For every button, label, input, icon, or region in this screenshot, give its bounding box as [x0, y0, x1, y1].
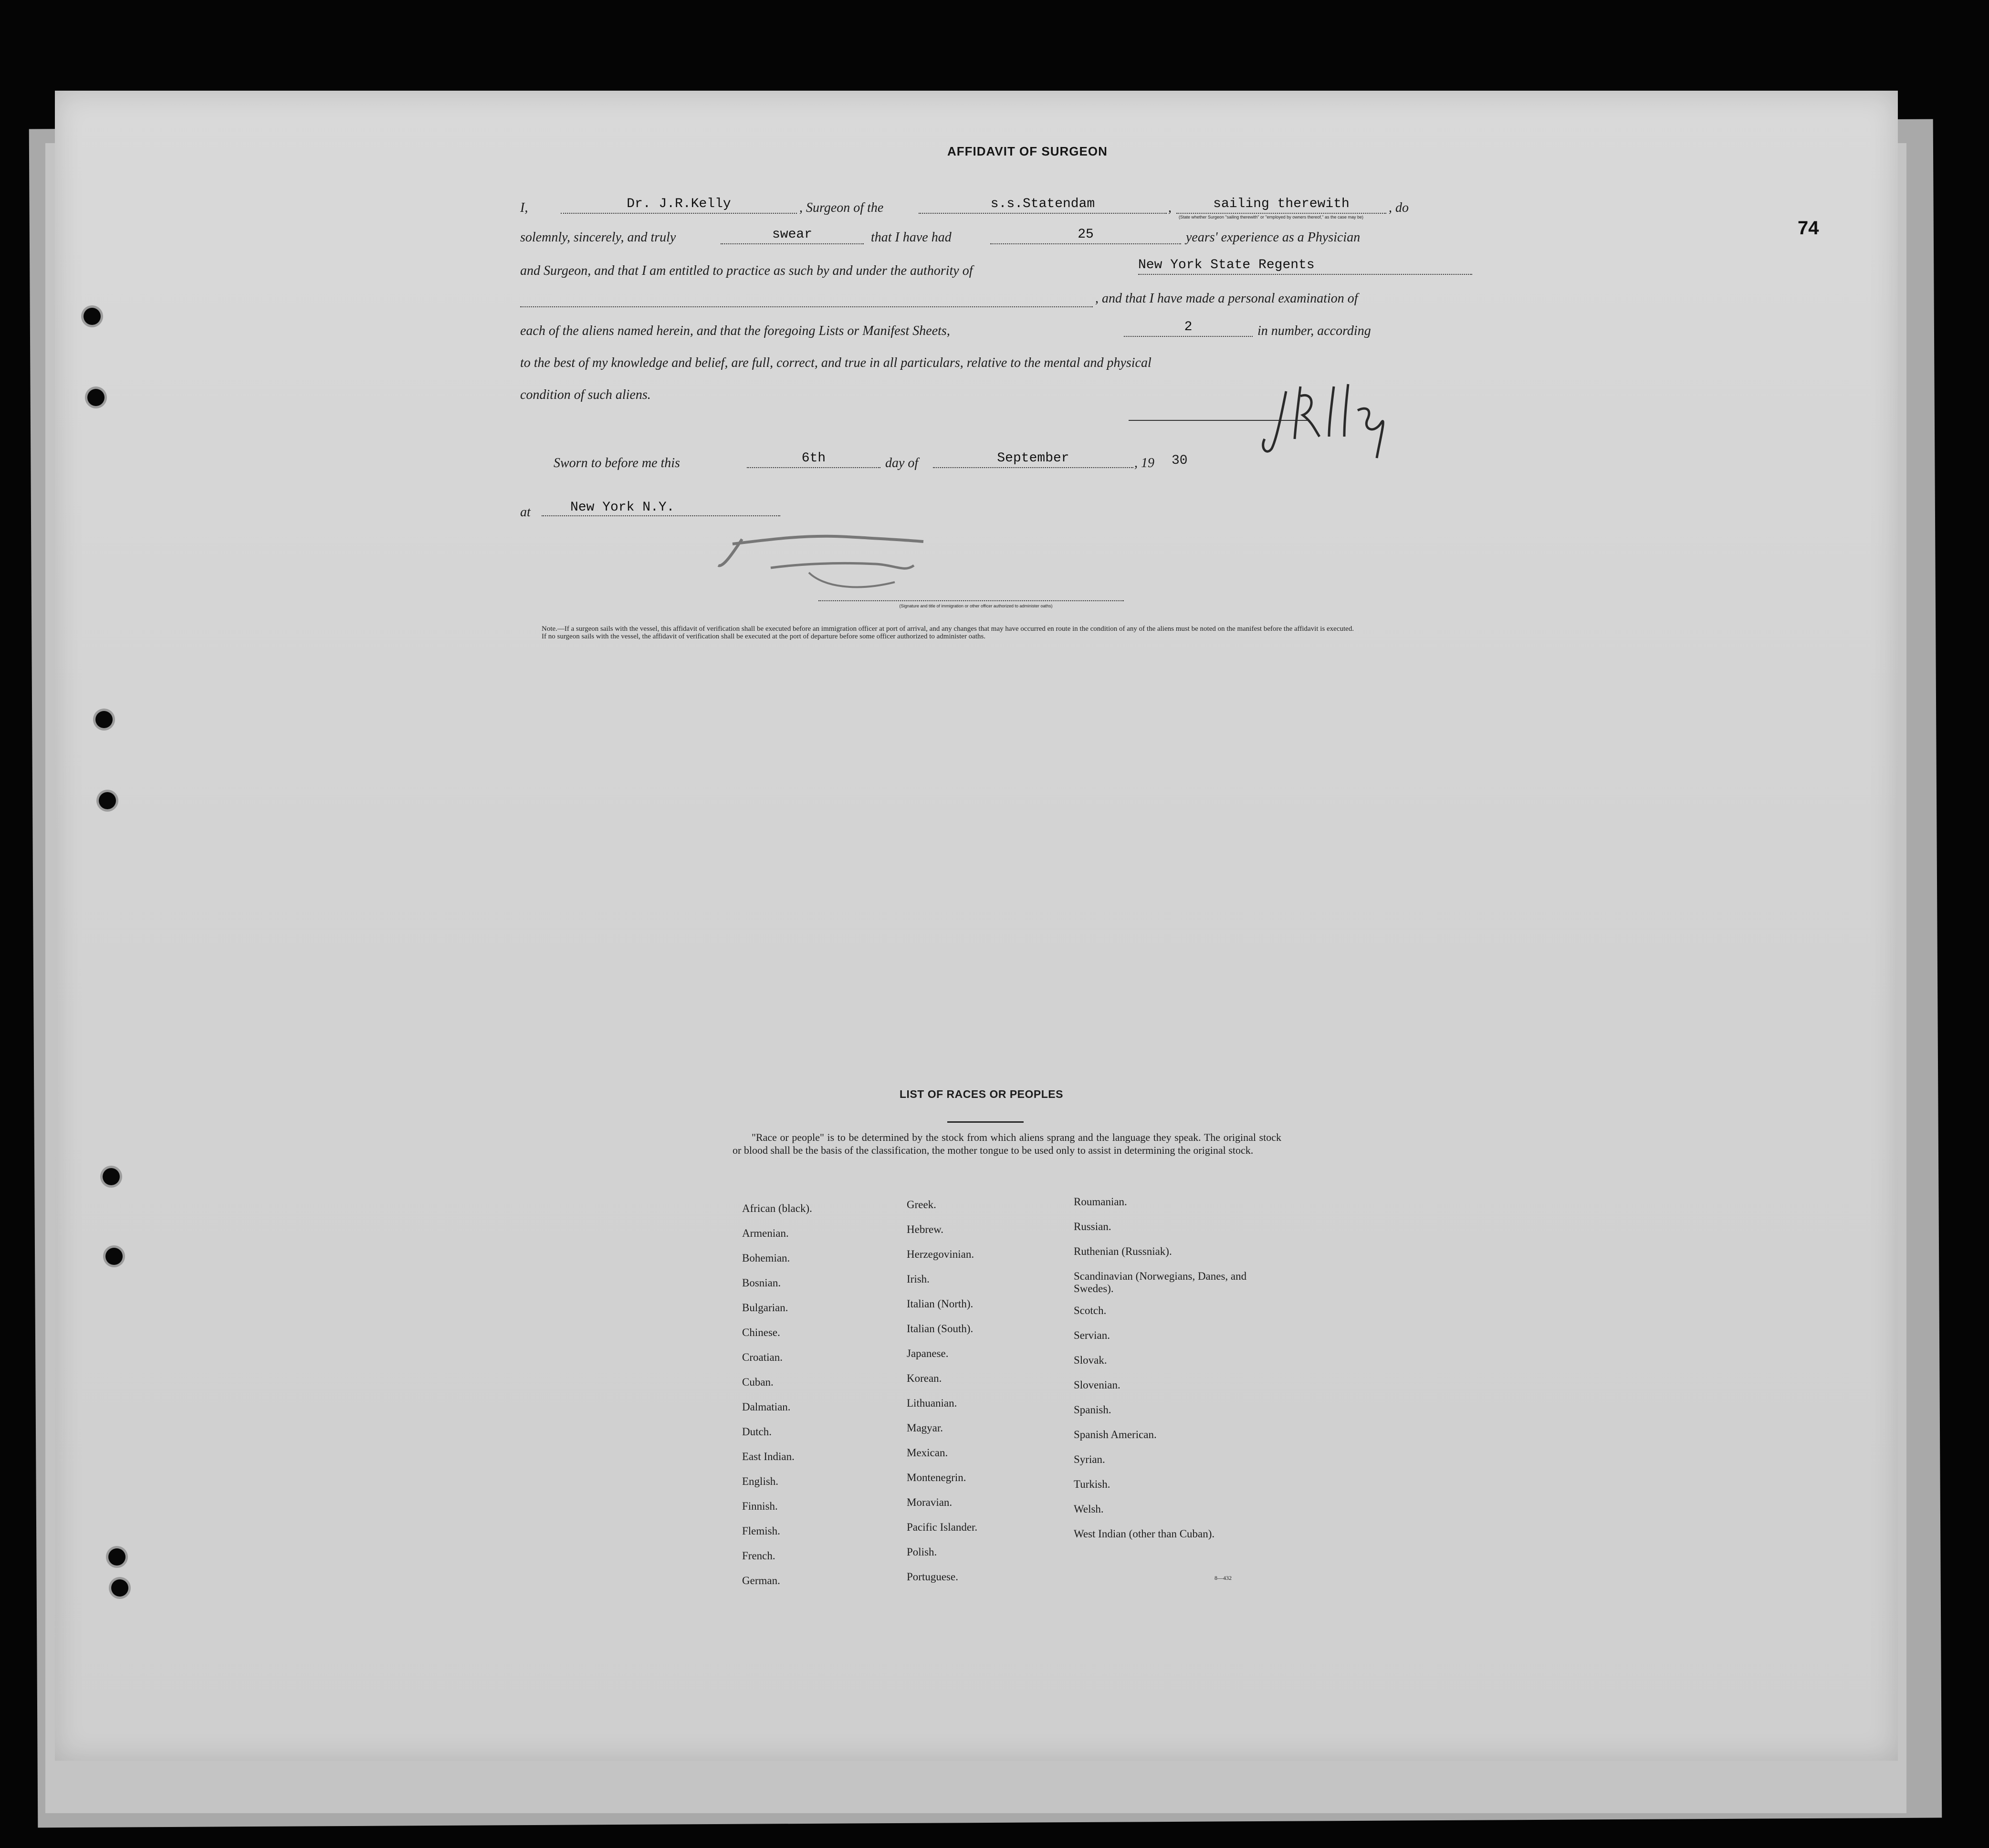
ship-name-field: s.s.Statendam: [919, 197, 1167, 214]
affidavit-text: I,: [520, 200, 528, 215]
race-item: Slovenian.: [1074, 1379, 1120, 1391]
punch-hole: [103, 1168, 120, 1185]
race-item: Magyar.: [907, 1422, 943, 1434]
affidavit-title: AFFIDAVIT OF SURGEON: [947, 144, 1108, 158]
race-item: English.: [742, 1475, 779, 1487]
race-item: Ruthenian (Russniak).: [1074, 1245, 1172, 1257]
form-code: 8—432: [1214, 1575, 1232, 1581]
race-item: Herzegovinian.: [907, 1248, 974, 1260]
page-number: 74: [1798, 218, 1819, 239]
affidavit-text: at: [520, 505, 531, 520]
races-column-1: [742, 1202, 812, 1599]
affidavit-text: , Surgeon of the: [799, 200, 884, 215]
affidavit-text: in number, according: [1257, 324, 1371, 338]
race-item: Syrian.: [1074, 1453, 1105, 1465]
punch-hole: [99, 792, 116, 809]
punch-hole: [87, 389, 105, 406]
punch-hole: [111, 1579, 128, 1597]
note-paragraph: If no surgeon sails with the vessel, the affidavit of verification shall be executed at the port of departure before some officer authorized to administer oaths.: [542, 633, 986, 640]
race-item: Scotch.: [1074, 1305, 1107, 1316]
race-item: Bohemian.: [742, 1252, 790, 1264]
affidavit-text: and Surgeon, and that I am entitled to practice as such by and under the authority of: [520, 263, 973, 278]
affidavit-text: condition of such aliens.: [520, 387, 651, 402]
affidavit-text: that I have had: [871, 230, 952, 245]
surgeon-name-field: Dr. J.R.Kelly: [561, 197, 797, 214]
race-item: Spanish.: [1074, 1404, 1111, 1416]
capacity-caption: (State whether Surgeon "sailing therewith" or "employed by owners thereof," as the case may be): [1179, 215, 1363, 219]
title-rule: [947, 1121, 1024, 1123]
affidavit-text: solemnly, sincerely, and truly: [520, 230, 676, 245]
place-field: New York N.Y.: [542, 500, 780, 516]
races-title: LIST OF RACES OR PEOPLES: [900, 1088, 1063, 1100]
affidavit-text: , 19: [1134, 456, 1154, 470]
affidavit-text: day of: [885, 456, 919, 470]
race-item: Welsh.: [1074, 1503, 1104, 1515]
punch-hole: [84, 308, 101, 325]
punch-hole: [95, 711, 113, 728]
race-item: Portuguese.: [907, 1571, 958, 1583]
affidavit-text: years' experience as a Physician: [1186, 230, 1361, 245]
affidavit-text: to the best of my knowledge and belief, are full, correct, and true in all particulars, relative to the mental and physical: [520, 355, 1152, 370]
race-item: Russian.: [1074, 1221, 1111, 1232]
race-item: Bulgarian.: [742, 1302, 788, 1314]
race-item: Mexican.: [907, 1447, 948, 1459]
officer-signature: [713, 520, 981, 616]
race-item: Greek.: [907, 1199, 936, 1211]
affidavit-text: ,: [1168, 200, 1172, 215]
race-item: Polish.: [907, 1546, 937, 1558]
race-item: Bosnian.: [742, 1277, 781, 1289]
authority-field: New York State Regents: [1138, 258, 1472, 275]
race-item: Irish.: [907, 1273, 930, 1285]
race-item: Croatian.: [742, 1351, 783, 1363]
race-item: Finnish.: [742, 1500, 778, 1512]
races-column-3: [1074, 1196, 1255, 1562]
race-item: Armenian.: [742, 1227, 789, 1239]
race-item: Japanese.: [907, 1347, 949, 1359]
race-item: Italian (South).: [907, 1323, 974, 1335]
races-intro: "Race or people" is to be determined by the stock from which aliens sprang and the language they speak. The original stock or blood shall be the basis of the classification, the mother tongue to be used only to assist in determining the original stock.: [733, 1131, 1281, 1156]
races-column-2: [907, 1199, 977, 1596]
race-item: Cuban.: [742, 1376, 774, 1388]
capacity-field: sailing therewith: [1176, 197, 1386, 214]
race-item: Moravian.: [907, 1496, 953, 1508]
punch-hole: [108, 1548, 126, 1566]
race-item: West Indian (other than Cuban).: [1074, 1528, 1215, 1540]
race-item: Scandinavian (Norwegians, Danes, and Swedes).: [1074, 1270, 1247, 1295]
sheets-field: 2: [1124, 320, 1253, 337]
race-item: Roumanian.: [1074, 1196, 1127, 1208]
race-item: Korean.: [907, 1372, 942, 1384]
race-item: African (black).: [742, 1202, 812, 1214]
race-item: Lithuanian.: [907, 1397, 957, 1409]
year-field: 30: [1172, 453, 1188, 468]
affidavit-text: , do: [1389, 200, 1409, 215]
affidavit-text: Sworn to before me this: [554, 456, 680, 470]
years-field: 25: [990, 227, 1181, 244]
race-item: Montenegrin.: [907, 1472, 966, 1483]
document-page: [55, 91, 1898, 1761]
officer-caption: (Signature and title of immigration or other officer authorized to administer oaths): [899, 604, 1053, 608]
affidavit-text: , and that I have made a personal examination of: [1095, 291, 1358, 306]
authority-continuation-field: [520, 290, 1093, 307]
race-item: Italian (North).: [907, 1298, 974, 1310]
affidavit-note: [532, 625, 1487, 640]
race-item: Dalmatian.: [742, 1401, 791, 1413]
race-item: Chinese.: [742, 1326, 780, 1338]
race-item: Dutch.: [742, 1426, 772, 1438]
race-item: Turkish.: [1074, 1478, 1110, 1490]
day-field: 6th: [747, 451, 880, 468]
race-item: Flemish.: [742, 1525, 780, 1537]
race-item: Hebrew.: [907, 1223, 944, 1235]
note-paragraph: Note.—If a surgeon sails with the vessel, this affidavit of verification shall be executed before an immigration officer at port of arrival, and any changes that may have occurred en route in the condition of any of the aliens must be noted on the manifest before the affidavit is executed.: [542, 625, 1354, 633]
punch-hole: [105, 1248, 123, 1265]
race-item: German.: [742, 1575, 780, 1587]
race-item: Pacific Islander.: [907, 1521, 978, 1533]
race-item: East Indian.: [742, 1451, 795, 1462]
surgeon-signature: [1257, 377, 1448, 472]
oath-field: swear: [721, 227, 864, 244]
month-field: September: [933, 451, 1133, 468]
officer-signature-line: [818, 600, 1124, 601]
race-item: Spanish American.: [1074, 1429, 1157, 1441]
race-item: Slovak.: [1074, 1354, 1107, 1366]
race-item: French.: [742, 1550, 775, 1562]
affidavit-text: each of the aliens named herein, and that the foregoing Lists or Manifest Sheets,: [520, 324, 950, 338]
race-item: Servian.: [1074, 1329, 1110, 1341]
